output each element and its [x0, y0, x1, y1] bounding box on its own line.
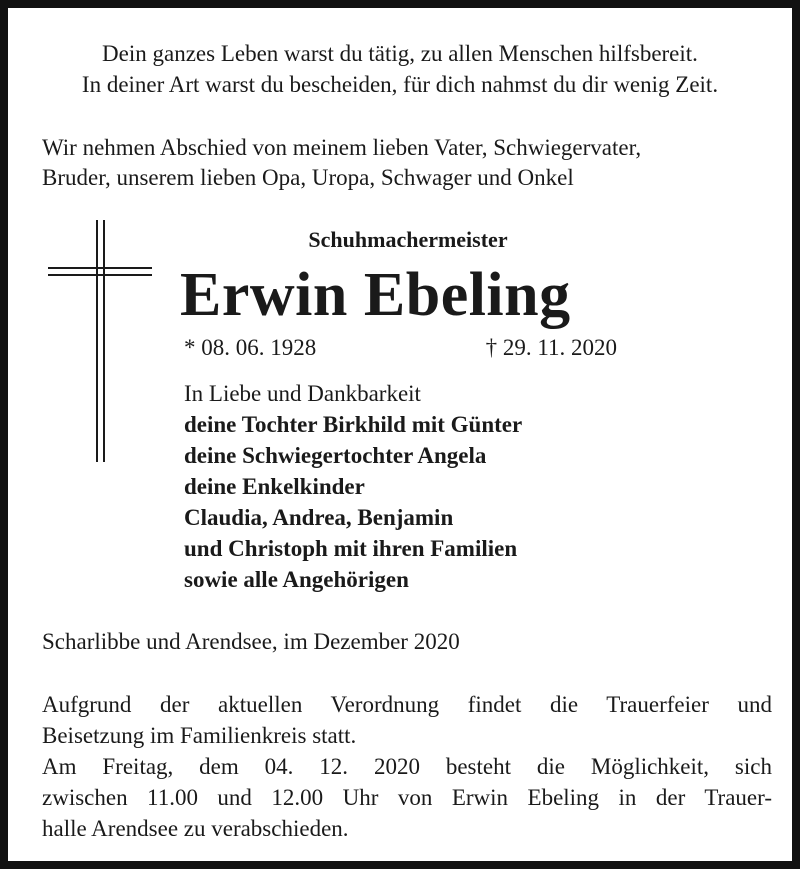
cross-icon	[48, 220, 152, 462]
mourner-line-4: Claudia, Andrea, Benjamin	[184, 505, 454, 530]
place-date: Scharlibbe und Arendsee, im Dezember 2020	[42, 629, 460, 654]
mourner-line-2: deine Schwiegertochter Angela	[184, 443, 487, 468]
death-date: † 29. 11. 2020	[485, 335, 617, 360]
notice-line-2: Beisetzung im Familienkreis statt.	[42, 723, 357, 748]
mourner-line-3: deine Enkelkinder	[184, 474, 365, 499]
notice-line-5: halle Arendsee zu verabschieden.	[42, 816, 349, 841]
mourner-line-1: deine Tochter Birkhild mit Günter	[184, 412, 523, 437]
notice-line-4: zwischen 11.00 und 12.00 Uhr von Erwin Ebeling in der Trauer-	[42, 785, 772, 810]
intro-line-2: In deiner Art warst du bescheiden, für dich nahmst du dir wenig Zeit.	[81, 72, 719, 97]
mourner-line-6: sowie alle Angehörigen	[184, 567, 409, 592]
intro-line-1: Dein ganzes Leben warst du tätig, zu allen Menschen hilfsbereit.	[102, 41, 698, 66]
birth-date: * 08. 06. 1928	[184, 335, 317, 360]
mourner-line-5: und Christoph mit ihren Familien	[184, 536, 518, 561]
mourners-intro: In Liebe und Dankbarkeit	[184, 381, 421, 406]
notice-line-1: Aufgrund der aktuellen Verordnung findet die Trauerfeier und	[42, 692, 772, 717]
notice-line-3: Am Freitag, dem 04. 12. 2020 besteht die Möglichkeit, sich	[42, 754, 772, 779]
farewell-line-2: Bruder, unserem lieben Opa, Uropa, Schwager und Onkel	[42, 165, 574, 190]
occupation: Schuhmachermeister	[308, 227, 508, 252]
deceased-name: Erwin Ebeling	[180, 261, 571, 329]
farewell-line-1: Wir nehmen Abschied von meinem lieben Vater, Schwiegervater,	[42, 135, 642, 160]
